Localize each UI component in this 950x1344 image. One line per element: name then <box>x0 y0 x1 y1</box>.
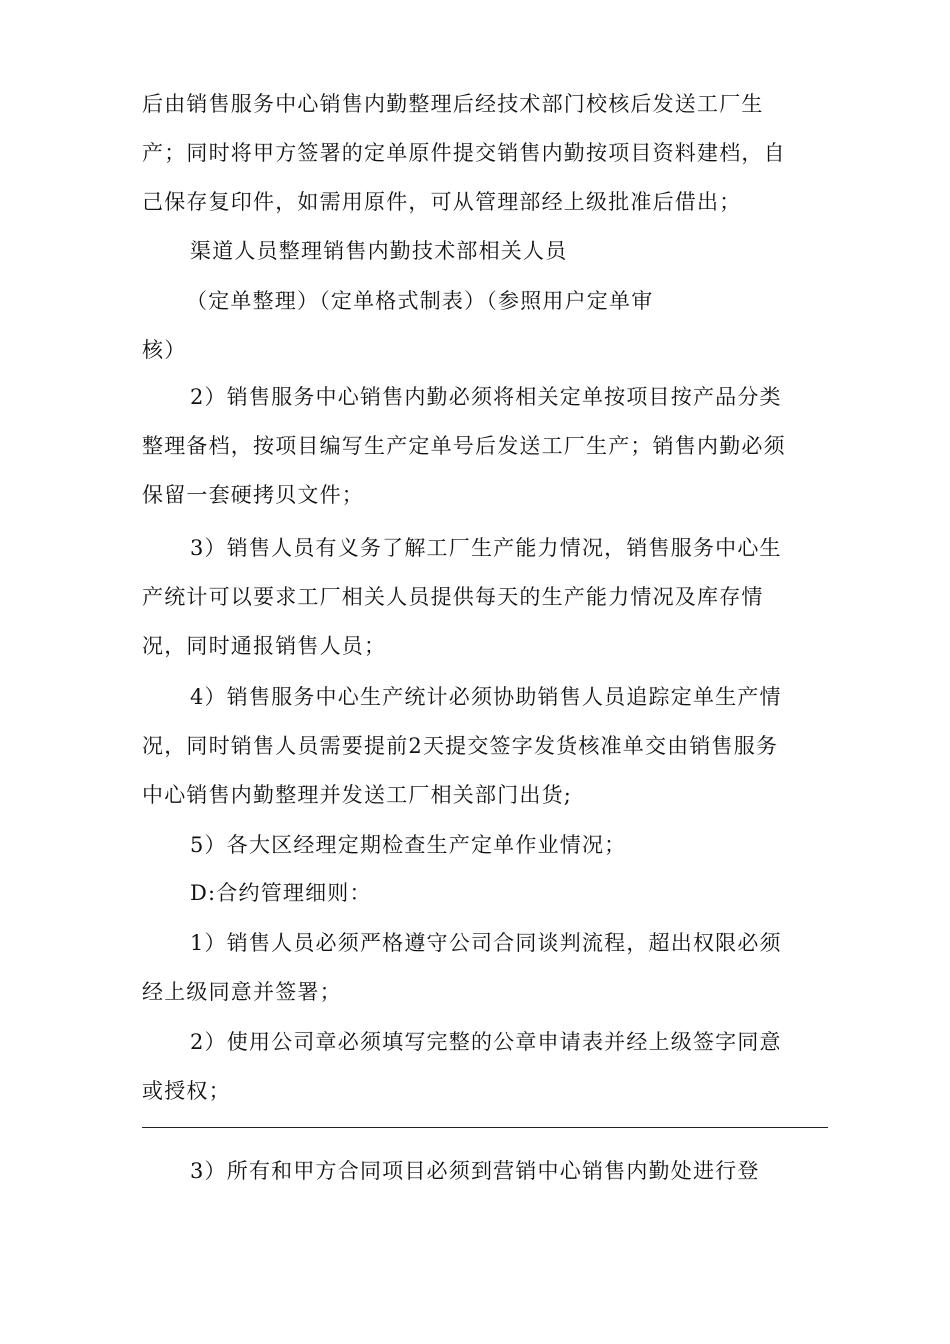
section-heading: D:合约管理细则： <box>190 881 372 905</box>
text-line: 1）销售人员必须严格遵守公司合同谈判流程，超出权限必须 <box>190 931 782 955</box>
text-line: 或授权； <box>142 1079 231 1103</box>
list-item-4 <box>142 673 832 820</box>
d-list-item-1 <box>142 919 832 1017</box>
text-line: 3）所有和甲方合同项目必须到营销中心销售内勤处进行登 <box>190 1159 760 1183</box>
roles-block <box>142 227 832 276</box>
list-item-2 <box>142 373 832 520</box>
section-d-heading <box>142 869 832 918</box>
text-line: 整理备档，按项目编写生产定单号后发送工厂生产；销售内勤必须 <box>142 434 786 458</box>
text-line: 中心销售内勤整理并发送工厂相关部门出货; <box>142 783 573 807</box>
text-line: 经上级同意并签署； <box>142 980 342 1004</box>
text-line: 4）销售服务中心生产统计必须协助销售人员追踪定单生产情 <box>190 685 782 709</box>
text-line: 保留一套硬拷贝文件； <box>142 483 364 507</box>
text-line: 2）销售服务中心销售内勤必须将相关定单按项目按产品分类 <box>190 385 782 409</box>
text-line: 2）使用公司章必须填写完整的公章申请表并经上级签字同意 <box>190 1030 782 1054</box>
text-line: 己保存复印件，如需用原件，可从管理部经上级批准后借出； <box>142 190 742 214</box>
list-item-5 <box>142 821 832 870</box>
roles-sub-line-end: 核） <box>142 338 187 362</box>
d-list-item-2 <box>142 1018 832 1116</box>
text-line: 5）各大区经理定期检查生产定单作业情况； <box>190 833 627 857</box>
text-line: 况，同时销售人员需要提前2天提交签字发货核准单交由销售服务 <box>142 734 779 758</box>
text-line: 3）销售人员有义务了解工厂生产能力情况，销售服务中心生 <box>190 536 782 560</box>
roles-sub-line: （定单整理）（定单格式制表）（参照用户定单审 <box>186 289 654 313</box>
text-line: 产；同时将甲方签署的定单原件提交销售内勤按项目资料建档，自 <box>142 141 786 165</box>
d-list-item-3 <box>142 1147 832 1196</box>
text-line: 况，同时通报销售人员； <box>142 634 387 658</box>
roles-line: 渠道人员整理销售内勤技术部相关人员 <box>190 239 568 263</box>
text-line: 后由销售服务中心销售内勤整理后经技术部门校核后发送工厂生 <box>142 92 764 116</box>
page-divider <box>142 1127 828 1128</box>
list-item-3 <box>142 524 832 671</box>
text-line: 产统计可以要求工厂相关人员提供每天的生产能力情况及库存情 <box>142 585 764 609</box>
roles-sub-block <box>142 277 832 375</box>
paragraph-continuation <box>142 80 832 227</box>
